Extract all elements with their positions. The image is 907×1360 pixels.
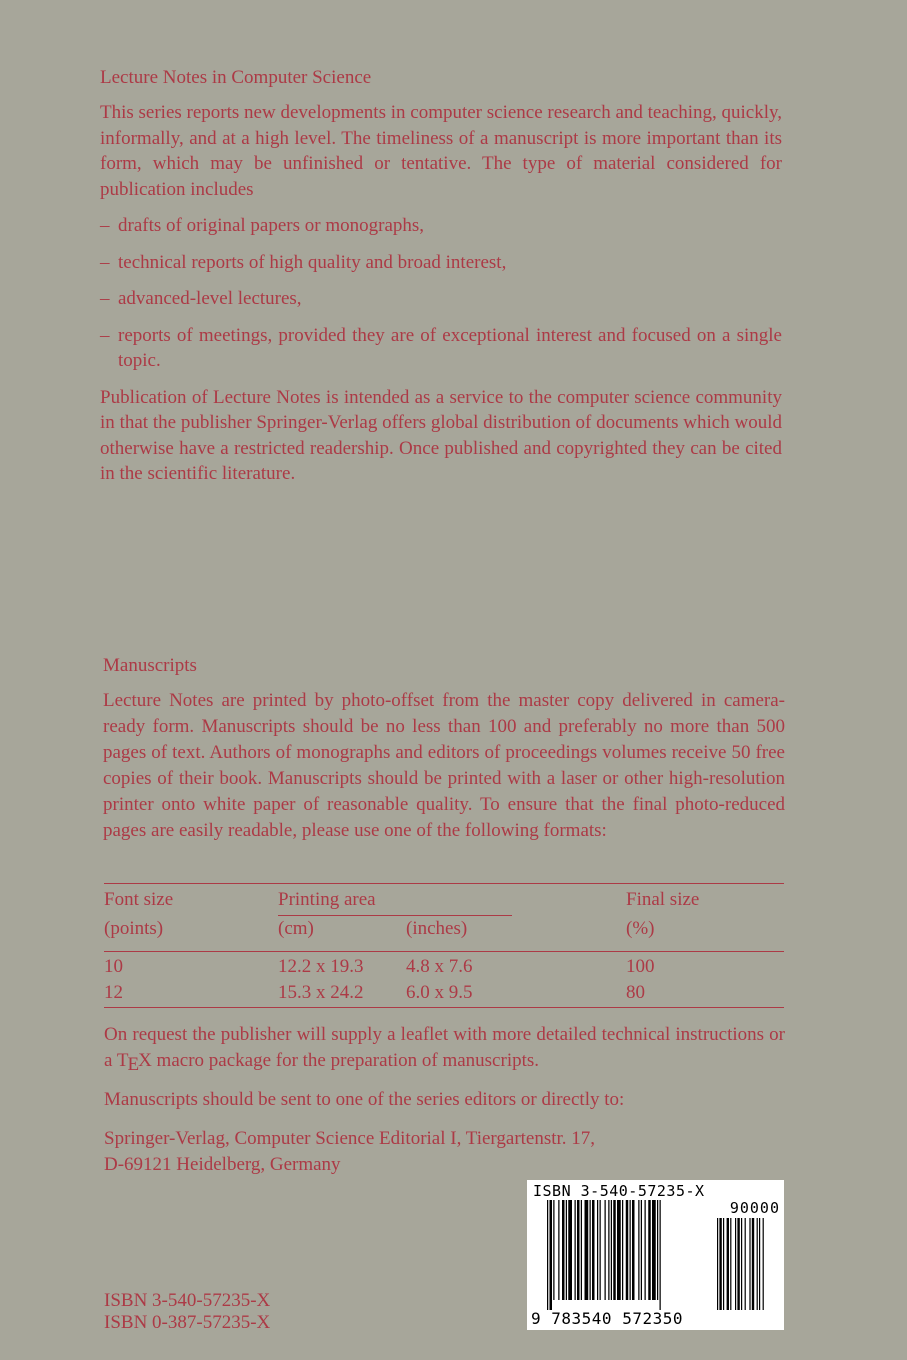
barcode-addon-bar xyxy=(717,1218,718,1310)
barcode-bar xyxy=(632,1200,635,1300)
barcode-addon-bar xyxy=(745,1218,746,1310)
barcode-addon-bar xyxy=(763,1218,764,1310)
series-heading: Lecture Notes in Computer Science xyxy=(100,67,372,88)
barcode-bar xyxy=(630,1200,631,1300)
tex-logo: TEX xyxy=(116,1050,152,1075)
barcode-bar xyxy=(553,1200,554,1300)
list-item-text: reports of meetings, provided they are of exceptional interest and focused on a single topic. xyxy=(118,324,782,371)
barcode-addon-bar xyxy=(735,1218,736,1310)
header-cm: (cm) xyxy=(278,918,314,939)
request-paragraph xyxy=(104,1022,785,1074)
isbn-block xyxy=(104,1290,270,1334)
list-item xyxy=(100,323,782,374)
table-cell-inches: 4.8 x 7.6 xyxy=(406,956,473,977)
header-final-size-unit: (%) xyxy=(626,918,655,939)
header-inches: (inches) xyxy=(406,918,468,939)
list-item-text: technical reports of high quality and broad interest, xyxy=(118,251,507,273)
barcode-bar xyxy=(597,1200,598,1300)
barcode-bar xyxy=(577,1200,580,1300)
barcode-addon-bar xyxy=(752,1218,754,1310)
isbn-line: ISBN 0-387-57235-X xyxy=(104,1312,271,1333)
barcode-bar xyxy=(608,1200,609,1300)
barcode-bar xyxy=(622,1200,623,1300)
barcode-bar xyxy=(652,1200,656,1300)
barcode-bar xyxy=(648,1200,651,1300)
list-item-text: drafts of original papers or monographs, xyxy=(118,215,425,236)
bullet-dash: – xyxy=(100,324,110,346)
barcode-bars xyxy=(547,1200,779,1310)
isbn-barcode xyxy=(527,1180,784,1330)
barcode-bar xyxy=(605,1200,606,1300)
barcode-addon-bar xyxy=(759,1218,760,1310)
barcode-digits: 9 783540 572350 xyxy=(531,1309,683,1328)
barcode-addon-bar xyxy=(737,1218,739,1310)
barcode-bar xyxy=(626,1200,629,1300)
table-header-rule xyxy=(104,951,784,952)
table-cell-cm: 12.2 x 19.3 xyxy=(278,956,364,977)
barcode-addon-bar xyxy=(730,1218,731,1310)
barcode-addon-bar xyxy=(723,1218,724,1310)
barcode-bar xyxy=(566,1200,567,1300)
list-item xyxy=(100,213,782,239)
table-cell-final: 80 xyxy=(626,982,645,1003)
barcode-addon-bar xyxy=(719,1218,721,1310)
publication-paragraph: Publication of Lecture Notes is intended as a service to the computer science community in that the publisher Springer-Verlag offers global distribution of documents which would otherwise have a restricted readership. Once published and copyrighted they can be cited in the scientific literature. xyxy=(100,386,782,484)
header-printing-area: Printing area xyxy=(278,889,376,910)
series-intro: This series reports new developments in computer science research and teaching, quickly, informally, and at a high level. The timeliness of a manuscript is more important than its form, which may be unfinished or tentative. The type of material considered for publication includes xyxy=(100,102,782,200)
address-line: D-69121 Heidelberg, Germany xyxy=(104,1153,341,1175)
table-top-rule xyxy=(104,883,784,884)
barcode-addon-digits: 90000 xyxy=(729,1199,780,1217)
isbn-line: ISBN 3-540-57235-X xyxy=(104,1290,271,1311)
request-text-before: On request the publisher will supply a leaflet with more detailed technical instructions or a xyxy=(104,1024,785,1071)
table-cell-inches: 6.0 x 9.5 xyxy=(406,982,473,1003)
list-item xyxy=(100,250,782,276)
barcode-bar xyxy=(568,1200,572,1300)
header-font-size: Font size xyxy=(104,889,174,910)
address xyxy=(104,1126,785,1178)
barcode-bar xyxy=(617,1200,621,1300)
address-line: Springer-Verlag, Computer Science Editorial I, Tiergartenstr. 17, xyxy=(104,1127,596,1149)
barcode-addon-bar xyxy=(757,1218,758,1310)
barcode-bar xyxy=(550,1200,553,1310)
barcode-addon-bar xyxy=(741,1218,742,1310)
barcode-isbn-text: ISBN 3-540-57235-X xyxy=(533,1182,705,1200)
barcode-bar xyxy=(600,1200,601,1300)
manuscripts-heading: Manuscripts xyxy=(103,655,197,676)
request-section xyxy=(104,1022,785,1178)
manuscripts-section xyxy=(103,654,785,844)
printing-area-rule xyxy=(278,915,512,916)
header-font-size-unit: (points) xyxy=(104,918,164,939)
table-cell-final: 100 xyxy=(626,956,655,977)
barcode-addon-bar xyxy=(749,1218,750,1310)
bullet-dash: – xyxy=(100,288,110,309)
bullet-dash: – xyxy=(100,251,110,273)
barcode-bar xyxy=(590,1200,591,1300)
table-cell-points: 12 xyxy=(104,982,123,1003)
barcode-bar xyxy=(592,1200,595,1300)
barcode-bar xyxy=(547,1200,548,1310)
barcode-bar xyxy=(581,1200,582,1300)
barcode-bar xyxy=(611,1200,612,1300)
barcode-bar xyxy=(660,1200,661,1310)
barcode-bar xyxy=(562,1200,565,1300)
series-section xyxy=(100,66,782,487)
bullet-dash: – xyxy=(100,215,110,236)
formats-table xyxy=(104,883,784,1008)
send-to-paragraph: Manuscripts should be sent to one of the series editors or directly to: xyxy=(104,1089,625,1110)
barcode-bar xyxy=(657,1200,658,1300)
header-final-size: Final size xyxy=(626,889,700,910)
table-cell-cm: 15.3 x 24.2 xyxy=(278,982,364,1003)
barcode-bar xyxy=(641,1200,642,1300)
barcode-bar xyxy=(575,1200,576,1300)
barcode-addon-bar xyxy=(727,1218,729,1310)
table-bottom-rule xyxy=(104,1007,784,1008)
barcode-bar xyxy=(585,1200,589,1300)
table-cell-points: 10 xyxy=(104,956,123,977)
barcode-bar xyxy=(645,1200,646,1300)
material-list xyxy=(100,213,782,374)
manuscripts-body: Lecture Notes are printed by photo-offset from the master copy delivered in camera-ready form. Manuscripts should be no less than 100 and preferably no more than 500 pages of text. Authors of monographs and editors of proceedings volumes receive 50 free copies of their book. Manuscripts should be printed with a laser or other high-resolution printer onto white paper of reasonable quality. To ensure that the final photo-reduced pages are easily readable, please use one of the following formats: xyxy=(103,690,785,841)
list-item xyxy=(100,286,782,312)
barcode-bar xyxy=(558,1200,559,1300)
barcode-bar xyxy=(613,1200,616,1300)
list-item-text: advanced-level lectures, xyxy=(118,288,302,309)
barcode-bar xyxy=(638,1200,639,1300)
request-text-after: macro package for the preparation of manuscripts. xyxy=(151,1050,540,1071)
